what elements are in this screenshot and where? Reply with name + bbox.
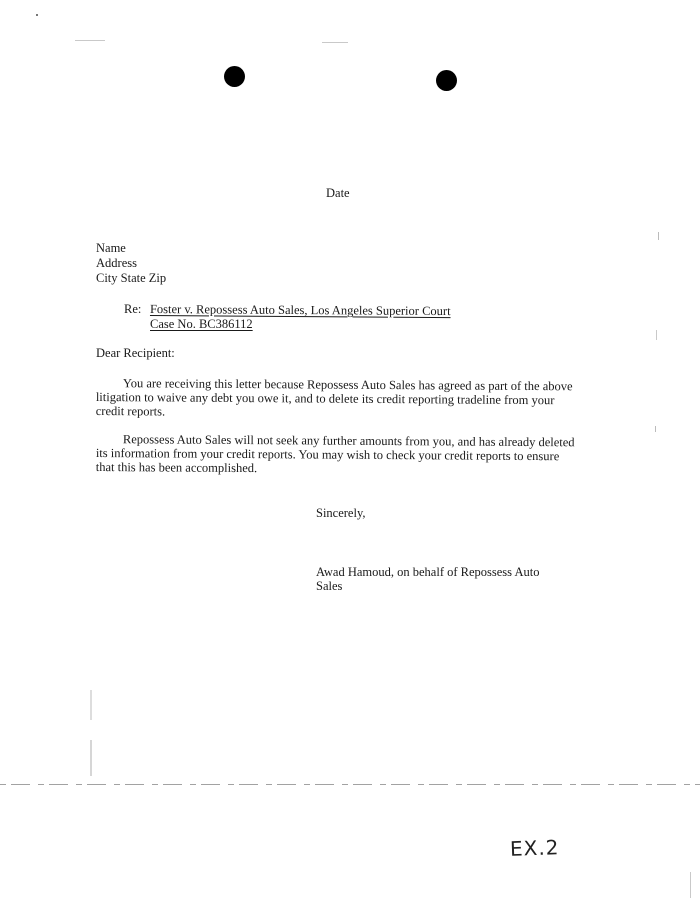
recipient-name: Name — [96, 241, 126, 255]
date-line: Date — [326, 186, 350, 200]
scan-speck — [690, 872, 691, 898]
scan-speck — [322, 42, 348, 43]
scan-speck — [658, 232, 659, 240]
signature-line-2: Sales — [316, 579, 343, 593]
re-label: Re: — [124, 302, 142, 316]
re-case-caption: Foster v. Repossess Auto Sales, Los Angeles Superior Court — [149, 302, 451, 319]
punch-hole-left — [224, 66, 245, 87]
signature-line-1: Awad Hamoud, on behalf of Repossess Auto — [316, 565, 540, 579]
punch-hole-right — [436, 70, 457, 91]
exhibit-mark: EX.2 — [509, 835, 560, 861]
body-paragraph-2: Repossess Auto Sales will not seek any further amounts from you, and has already deleted its information from your credit reports. You may wish to check your credit reports to ensure that this has been accomplished. — [95, 432, 575, 476]
scan-speck — [75, 40, 105, 41]
recipient-city-state-zip: City State Zip — [96, 271, 167, 285]
scan-speck — [655, 426, 656, 432]
salutation: Dear Recipient: — [96, 346, 175, 360]
scan-speck — [90, 690, 92, 720]
closing: Sincerely, — [316, 506, 366, 520]
scan-fold-line — [0, 784, 700, 785]
scan-speck — [90, 740, 92, 776]
scan-speck — [36, 14, 38, 16]
re-case-number: Case No. BC386112 — [150, 317, 253, 331]
recipient-address: Address — [96, 256, 137, 270]
scan-speck — [656, 330, 657, 340]
body-paragraph-1: You are receiving this letter because Repossess Auto Sales has agreed as part of the above litigation to waive any debt you owe it, and to delete its credit reporting tradeline from your credit reports. — [95, 376, 573, 419]
